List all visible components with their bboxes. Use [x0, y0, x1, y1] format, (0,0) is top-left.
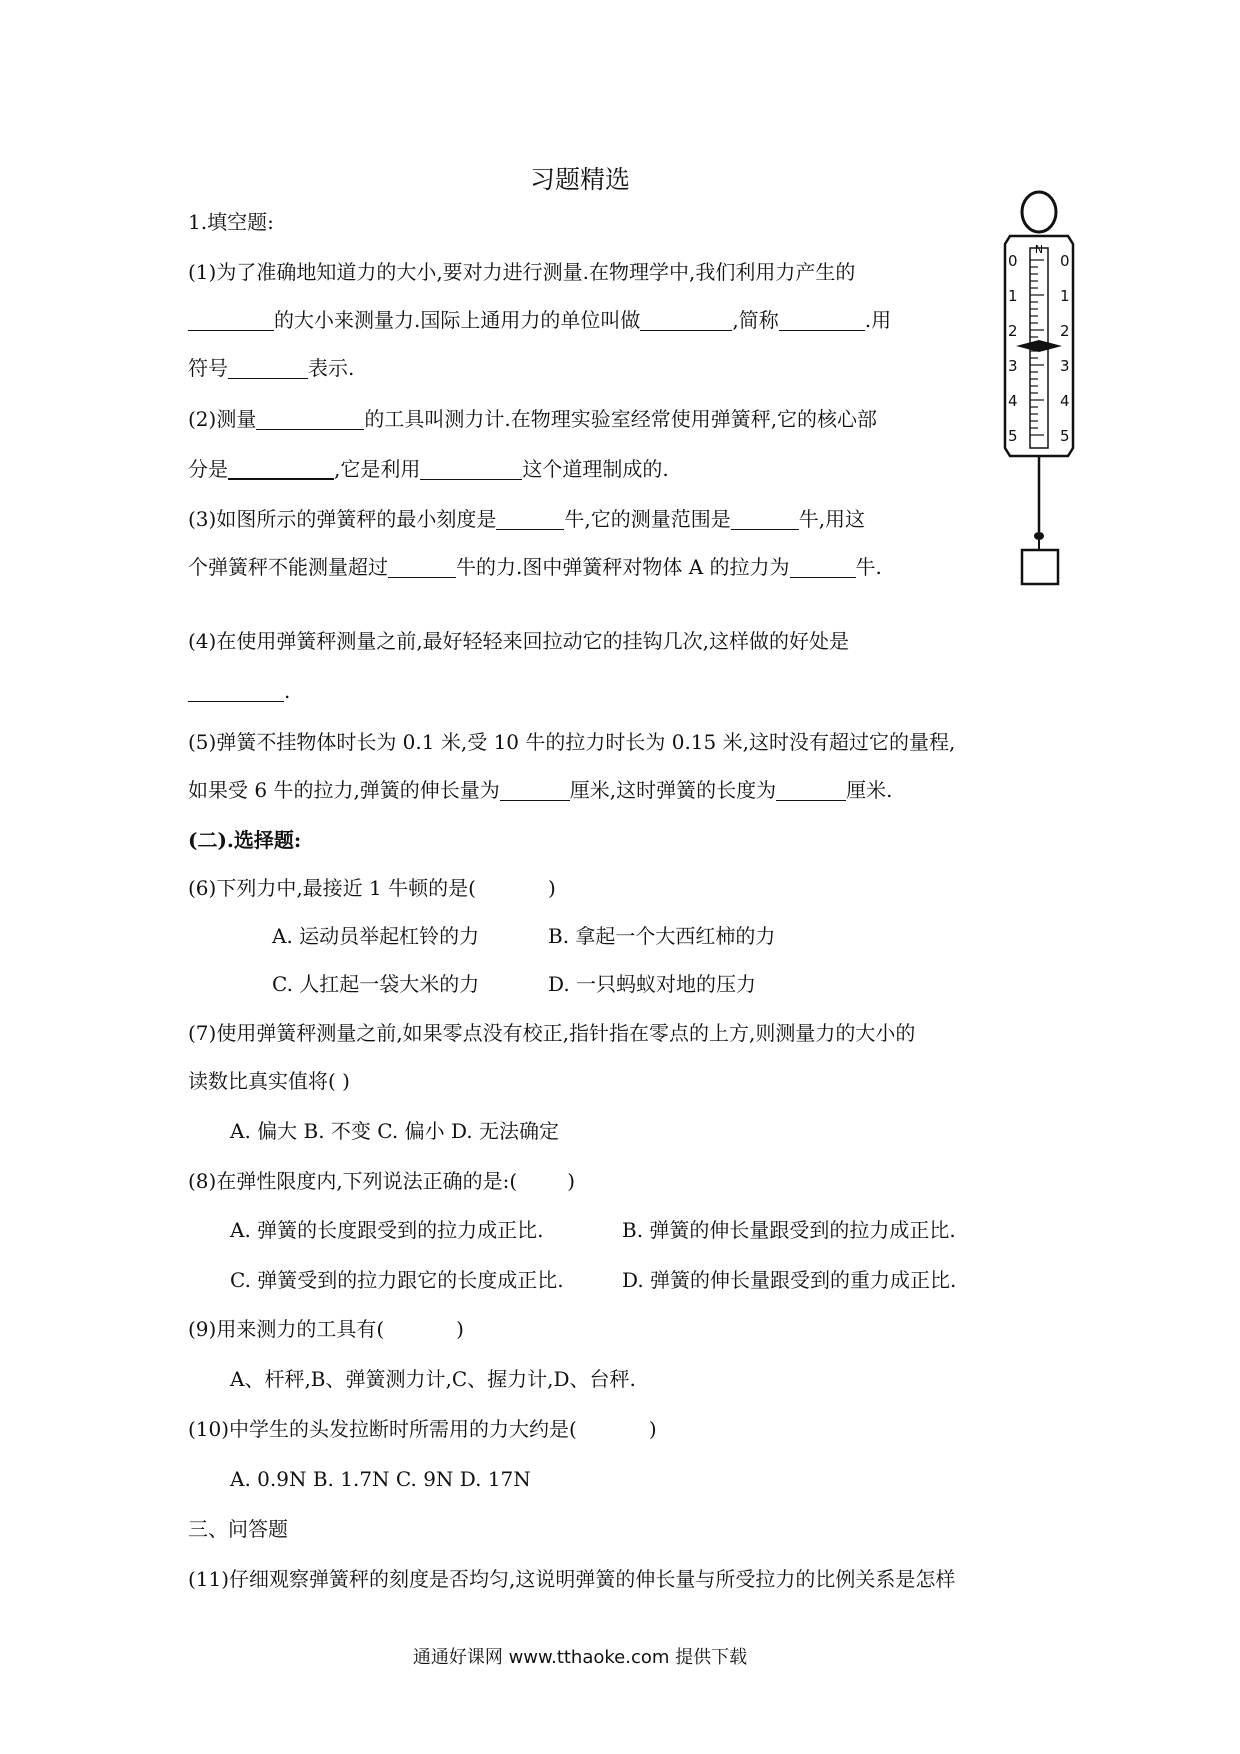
- section-qa-heading: 三、问答题: [188, 1517, 288, 1541]
- scale-unit-label: N: [1034, 243, 1044, 256]
- blank[interactable]: [388, 557, 456, 578]
- tick-label: 0: [1060, 252, 1070, 270]
- blank[interactable]: [496, 509, 564, 530]
- q3-line1: (3)如图所示的弹簧秤的最小刻度是 牛,它的测量范围是 牛,用这: [188, 507, 866, 531]
- q4-line2: .: [188, 677, 290, 705]
- blank[interactable]: [790, 557, 856, 578]
- section-fill-blank-heading: 1.填空题:: [188, 210, 274, 234]
- tick-label: 3: [1008, 357, 1018, 375]
- q6-option-a[interactable]: A. 运动员举起杠铃的力: [272, 924, 480, 948]
- q7-line1: (7)使用弹簧秤测量之前,如果零点没有校正,指针指在零点的上方,则测量力的大小的: [188, 1021, 916, 1045]
- scale-pointer: [1016, 340, 1062, 352]
- q2-line1: (2)测量 的工具叫测力计.在物理实验室经常使用弹簧秤,它的核心部: [188, 407, 878, 431]
- tick-label: 4: [1060, 392, 1070, 410]
- q8-option-b[interactable]: B. 弹簧的伸长量跟受到的拉力成正比.: [622, 1218, 956, 1242]
- spring-scale-figure: [998, 190, 1080, 590]
- tick-label: 5: [1008, 427, 1018, 445]
- q3-line2: 个弹簧秤不能测量超过 牛的力.图中弹簧秤对物体 A 的拉力为 牛.: [188, 555, 882, 579]
- q8-stem: (8)在弹性限度内,下列说法正确的是:( ): [188, 1169, 576, 1193]
- scale-ring: [1022, 192, 1056, 232]
- tick-label: 5: [1060, 427, 1070, 445]
- q6-option-b[interactable]: B. 拿起一个大西红柿的力: [548, 924, 776, 948]
- tick-label: 1: [1008, 287, 1018, 305]
- q8-option-c[interactable]: C. 弹簧受到的拉力跟它的长度成正比.: [230, 1268, 564, 1292]
- blank[interactable]: [500, 780, 570, 801]
- page-title: 习题精选: [529, 165, 630, 194]
- blank[interactable]: [420, 459, 522, 480]
- scale-hook: [1034, 532, 1044, 540]
- q10-stem: (10)中学生的头发拉断时所需用的力大约是( ): [188, 1417, 657, 1441]
- blank[interactable]: [731, 509, 799, 530]
- tick-label: 0: [1008, 252, 1018, 270]
- blank[interactable]: [776, 780, 846, 801]
- q7-options[interactable]: A. 偏大 B. 不变 C. 偏小 D. 无法确定: [230, 1119, 559, 1143]
- tick-label: 3: [1060, 357, 1070, 375]
- blank[interactable]: [188, 681, 284, 702]
- tick-label: 4: [1008, 392, 1018, 410]
- q6-option-d[interactable]: D. 一只蚂蚁对地的压力: [548, 972, 757, 996]
- q6-stem: (6)下列力中,最接近 1 牛顿的是( ): [188, 876, 556, 900]
- q1-line1: (1)为了准确地知道力的大小,要对力进行测量.在物理学中,我们利用力产生的: [188, 260, 856, 284]
- tick-label: 2: [1060, 322, 1070, 340]
- scale-right-labels: [1060, 252, 1070, 445]
- q6-option-c[interactable]: C. 人扛起一袋大米的力: [272, 972, 480, 996]
- q1-line3: 符号 表示.: [188, 356, 355, 380]
- q8-option-d[interactable]: D. 弹簧的伸长量跟受到的重力成正比.: [622, 1268, 957, 1292]
- blank[interactable]: [779, 310, 865, 331]
- q2-line2: 分是 ,它是利用 这个道理制成的.: [188, 457, 669, 481]
- section-choice-heading: (二).选择题:: [188, 828, 302, 852]
- footer-credit: 通通好课网 www.tthaoke.com 提供下载: [412, 1647, 748, 1668]
- q9-options[interactable]: A、杆秤,B、弹簧测力计,C、握力计,D、台秤.: [230, 1367, 636, 1391]
- q10-options[interactable]: A. 0.9N B. 1.7N C. 9N D. 17N: [230, 1467, 531, 1491]
- blank[interactable]: [228, 458, 334, 480]
- tick-label: 2: [1008, 322, 1018, 340]
- q5-line1: (5)弹簧不挂物体时长为 0.1 米,受 10 牛的拉力时长为 0.15 米,这时没有超过它的量程,: [188, 730, 956, 754]
- q8-option-a[interactable]: A. 弹簧的长度跟受到的拉力成正比.: [230, 1218, 544, 1242]
- q1-line2: 的大小来测量力.国际上通用力的单位叫做 ,简称 .用: [188, 306, 891, 334]
- q4-line1: (4)在使用弹簧秤测量之前,最好轻轻来回拉动它的挂钩几次,这样做的好处是: [188, 629, 850, 653]
- blank[interactable]: [640, 310, 732, 331]
- tick-label: 1: [1060, 287, 1070, 305]
- scale-left-labels: [1008, 252, 1018, 445]
- blank[interactable]: [188, 310, 274, 331]
- q11-line1: (11)仔细观察弹簧秤的刻度是否均匀,这说明弹簧的伸长量与所受拉力的比例关系是怎样: [188, 1567, 956, 1591]
- blank[interactable]: [228, 358, 308, 379]
- q5-line2: 如果受 6 牛的拉力,弹簧的伸长量为 厘米,这时弹簧的长度为 厘米.: [188, 778, 893, 802]
- q9-stem: (9)用来测力的工具有( ): [188, 1317, 464, 1341]
- blank[interactable]: [256, 409, 364, 430]
- q7-line2: 读数比真实值将( ): [188, 1069, 350, 1093]
- object-a: [1022, 550, 1058, 584]
